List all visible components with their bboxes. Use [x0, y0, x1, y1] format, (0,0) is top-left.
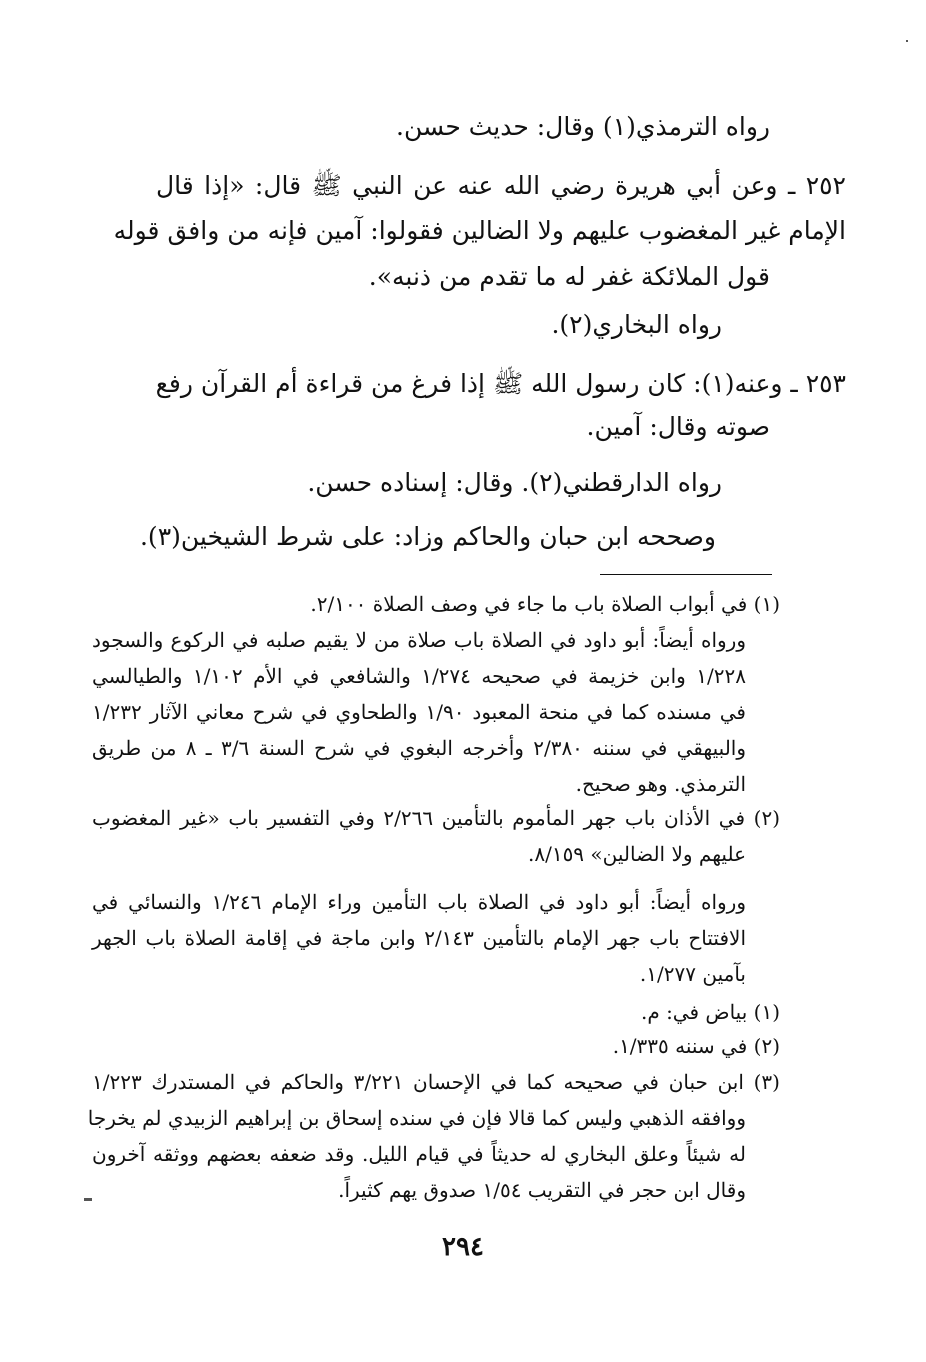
- footnote-line-16: له شيئاً وعلق البخاري له حديثاً في قيام الليل. وقد ضعفه بعضهم ووثقه آخرون: [92, 1142, 746, 1166]
- main-line-2: ٢٥٢ ـ وعن أبي هريرة رضي الله عنه عن النبي ﷺ قال: «إذا قال: [156, 171, 846, 200]
- main-line-4: قول الملائكة غفر له ما تقدم من ذنبه».: [368, 262, 770, 291]
- footnote-line-12: (١) بياض في: م.: [640, 1000, 780, 1024]
- main-line-9: وصححه ابن حبان والحاكم وزاد: على شرط الشيخين(٣).: [139, 522, 716, 551]
- footnote-separator: [600, 574, 772, 575]
- footnote-line-3: ١/٢٢٨ وابن خزيمة في صحيحه ١/٢٧٤ والشافعي في الأم ١/١٠٢ والطيالسي: [92, 664, 746, 688]
- footnote-line-6: الترمذي. وهو صحيح.: [575, 772, 746, 796]
- footnote-line-17: وقال ابن حجر في التقريب ١/٥٤ صدوق يهم كثيراً.: [338, 1178, 746, 1202]
- footnote-line-8: عليهم ولا الضالين» ٨/١٥٩.: [527, 842, 746, 866]
- scan-speck: [906, 40, 908, 42]
- scan-speck: [84, 1198, 92, 1201]
- footnote-line-15: ووافقه الذهبي وليس كما قالا فإن في سنده إسحاق بن إبراهيم الزبيدي لم يخرجا: [87, 1106, 746, 1130]
- main-line-8: رواه الدارقطني(٢). وقال: إسناده حسن.: [307, 468, 722, 497]
- footnote-line-9: ورواه أيضاً: أبو داود في الصلاة باب التأمين وراء الإمام ١/٢٤٦ والنسائي في: [92, 890, 746, 914]
- footnote-line-2: ورواه أيضاً: أبو داود في الصلاة باب صلاة من لا يقيم صلبه في الركوع والسجود: [92, 628, 746, 652]
- page-number: ٢٩٤: [442, 1232, 484, 1262]
- footnote-line-10: الافتتاح باب جهر الإمام بالتأمين ٢/١٤٣ وابن ماجة في إقامة الصلاة باب الجهر: [92, 926, 746, 950]
- footnote-line-14: (٣) ابن حبان في صحيحه كما في الإحسان ٣/٢٢١ والحاكم في المستدرك ١/٢٢٣: [92, 1070, 780, 1094]
- footnote-line-5: والبيهقي في سننه ٢/٣٨٠ وأخرجه البغوي في شرح السنة ٣/٦ ـ ٨ من طريق: [92, 736, 747, 760]
- footnote-line-13: (٢) في سننه ١/٣٣٥.: [612, 1034, 780, 1058]
- main-line-7: صوته وقال: آمين.: [586, 412, 770, 441]
- footnote-line-7: (٢) في الأذان باب جهر المأموم بالتأمين ٢/٢٦٦ وفي التفسير باب «غير المغضوب: [92, 806, 781, 830]
- main-line-3: الإمام غير المغضوب عليهم ولا الضالين فقولوا: آمين فإنه من وافق قوله: [113, 216, 846, 245]
- main-line-6: ٢٥٣ ـ وعنه(١): كان رسول الله ﷺ إذا فرغ من قراءة أم القرآن رفع: [155, 369, 846, 398]
- main-line-5: رواه البخاري(٢).: [551, 310, 722, 339]
- footnote-line-11: بآمين ١/٢٧٧.: [639, 962, 746, 986]
- main-line-1: رواه الترمذي(١) وقال: حديث حسن.: [396, 112, 770, 141]
- footnote-line-4: في مسنده كما في منحة المعبود ١/٩٠ والطحاوي في شرح معاني الآثار ١/٢٣٢: [92, 700, 746, 724]
- footnote-line-1: (١) في أبواب الصلاة باب ما جاء في وصف الصلاة ٢/١٠٠.: [310, 592, 780, 616]
